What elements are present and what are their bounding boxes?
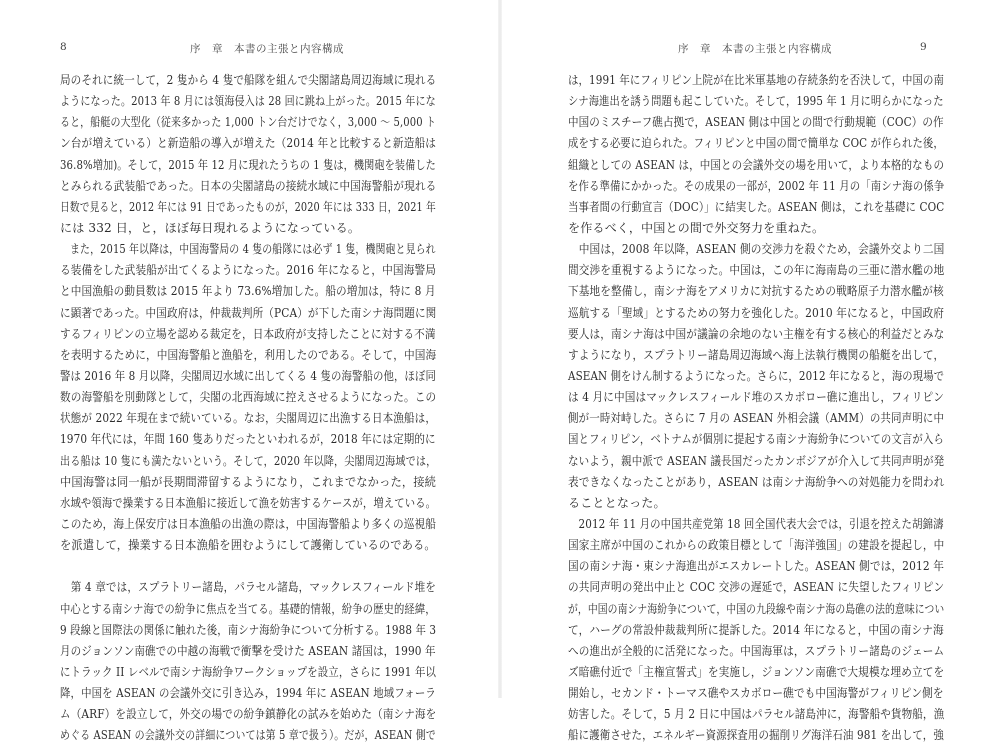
text-line: 国家主席が中国のこれからの政策目標として「海洋強国」の建設を提起し，中 (568, 538, 945, 553)
text-line: 表できなくなったことがあり，ASEAN は南シナ海紛争への対処能力を問われ (568, 474, 945, 489)
text-line: ると，船艇の大型化（従来多かった 1,000 トン台だけでなく，3,000 ～ 5,000 ト (60, 115, 437, 130)
text-line: めぐる ASEAN の会議外交の詳細については第 5 章で扱う）。だが，ASEAN 側で (60, 728, 436, 743)
text-line: とみられる武装船であった。日本の尖閣諸島の接続水域に中国海警船が現れる (60, 178, 437, 193)
text-line: 下基地を整備し，南シナ海をアメリカに対抗するための戦略原子力潜水艦が核 (568, 284, 944, 299)
text-line: 国とフィリピン，ベトナムが個別に提起する南シナ海紛争についての文言が入ら (568, 432, 944, 447)
text-line: ないよう，親中派で ASEAN 議長国だったカンボジアが介入して共同声明が発 (568, 453, 945, 468)
text-line: 組織としての ASEAN は，中国との会議外交の場を用いて，より本格的なもの (568, 157, 945, 172)
text-line: への進出が全般的に活発になった。中国海軍は，スプラトリー諸島のジェーム (568, 643, 945, 658)
right-page (500, 0, 1000, 743)
text-line: が，中国の南シナ海紛争について，中国の九段線や南シナ海の島礁の法的意味につい (568, 601, 945, 616)
text-line: すようになり，スプラトリー諸島周辺海域へ海上法執行機関の船艇を出して， (568, 347, 945, 362)
text-line: と中国漁船の動員数は 2015 年より 73.6%増加した。船の増加は，特に 8 月 (60, 284, 436, 299)
text-line: にトラック II レベルで南シナ海紛争ワークショップを設立，さらに 1991 年以 (60, 664, 437, 679)
text-line: 局のそれに統一して，2 隻から 4 隻で船隊を組んで尖閣諸島周辺海域に現れる (60, 73, 437, 87)
text-line: また，2015 年以降は，中国海警局の 4 隻の船隊には必ず 1 隻，機関砲と見られ (60, 242, 436, 257)
text-line: 水域や領海で操業する日本漁船に接近して漁を妨害するケースが，増えている。 (60, 495, 437, 510)
text-line: 中国のミスチーフ礁占拠で，ASEAN 側は中国との間で行動規範（COC）の作 (568, 115, 944, 130)
text-line: 間交渉を重視するようになった。中国は，この年に海南島の三亜に潜水艦の地 (568, 263, 945, 278)
body-text (568, 70, 944, 747)
text-line: ズ暗礁付近で「主権宣誓式」を実施し，ジョンソン南礁で大規模な埋め立てを (568, 664, 945, 679)
text-line: 中国は，2008 年以降，ASEAN 側の交渉力を殺ぐため，会議外交より二国 (568, 242, 945, 257)
text-line: 中国海警は同一船が長期間滞留するようになり，これまでなかった，接続 (60, 474, 437, 489)
text-line: を作るべく，中国との間で外交努力を重ねた。 (568, 220, 825, 235)
text-line: は 4 月に中国はマックレスフィールド堆のスカボロー礁に進出し，フィリピン (568, 390, 944, 405)
text-line: 妨害した。そして，5 月 2 日に中国はパラセル諸島沖に，海警船や貨物船，漁 (568, 707, 945, 722)
text-line: を表明するために，中国海警船と漁船を，利用したのである。そして，中国海 (60, 347, 437, 362)
text-line: するフィリピンの立場を認める裁定を，日本政府が支持したことに対する不満 (60, 326, 436, 341)
text-line: の共同声明の発出中止と COC 交渉の遅延で，ASEAN に失望したフィリピン (568, 580, 945, 595)
text-line: ASEAN 側をけん制するようになった。さらに，2012 年になると，海の現場で (568, 368, 945, 383)
text-line: 成をする必要に迫られた。フィリピンと中国の間で簡単な COC が作られた後， (568, 136, 944, 151)
text-line: 月のジョンソン南礁での中越の海戦で衝撃を受けた ASEAN 諸国は，1990 年 (60, 643, 436, 658)
text-line: 第 4 章では，スプラトリー諸島，パラセル諸島，マックレスフィールド堆を (60, 580, 436, 595)
running-head: 序 章 本書の主張と内容構成 (190, 43, 344, 55)
text-line: を派遣して，操業する日本漁船を囲むようにして護衛しているのである。 (60, 538, 436, 553)
text-line: このため，海上保安庁は日本漁船の出漁の際は，中国海警船より多くの巡視船 (60, 516, 437, 531)
text-line: 国の南シナ海・東シナ海進出がエスカレートした。ASEAN 側では，2012 年 (568, 559, 944, 574)
text-line: 1970 年代には，年間 160 隻ありだったといわれるが，2018 年には定期的に (60, 432, 436, 447)
text-line: ようになった。2013 年 8 月には領海侵入は 28 回に跳ね上がった。2015 年にな (60, 94, 436, 109)
text-line: は，1991 年にフィリピン上院が在比米軍基地の存続条約を否決して，中国の南 (568, 73, 945, 87)
text-line: 2012 年 11 月の中国共産党第 18 回全国代表大会では，引退を控えた胡錦濤 (568, 516, 944, 531)
text-line: て，ハーグの常設仲裁裁判所に提訴した。2014 年になると，中国の南シナ海 (568, 622, 944, 637)
text-line: 中心とする南シナ海での紛争に焦点を当てる。基礎的情報，紛争の歴史的経緯， (60, 601, 436, 616)
text-line: ン台が増えている）と新造船の導入が増えた（2014 年と比較すると新造船は (60, 136, 437, 151)
running-head: 序 章 本書の主張と内容構成 (678, 43, 832, 55)
text-line: 9 段線と国際法の関係に触れた後，南シナ海紛争について分析する。1988 年 3 (60, 622, 437, 637)
text-line: 当事者間の行動宣言（DOC）」に結実した。ASEAN 側は，これを基礎に COC (568, 199, 945, 214)
text-line: 出る船は 10 隻にも満たないという。そして，2020 年以降，尖閣周辺海域では， (60, 453, 437, 468)
text-line: 状態が 2022 年現在まで続いている。なお，尖閣周辺に出漁する日本漁船は， (60, 411, 437, 426)
text-line: ることとなった。 (568, 495, 666, 510)
paragraph-break (60, 556, 436, 577)
text-line: 降，中国を ASEAN の会議外交に引き込み，1994 年に ASEAN 地域フォーラ (60, 686, 436, 701)
text-line: 要人は，南シナ海は中国が議論の余地のない主権を有する核心的利益だとみな (568, 326, 945, 341)
text-line: には 332 日，と，ほぼ毎日現れるようになっている。 (60, 220, 361, 235)
text-line: 日数で見ると，2012 年には 91 日であったものが，2020 年には 333 日，2021 年 (60, 199, 436, 214)
text-line: ム（ARF）を設立して，外交の場での紛争鎮静化の試みを始めた（南シナ海を (60, 707, 437, 722)
text-line: シナ海進出を誘う問題も起こしていた。そして，1995 年 1 月に明らかになった (568, 94, 944, 109)
body-text (60, 70, 436, 747)
text-line: に顕著であった。中国政府は，仲裁裁判所（PCA）が下した南シナ海問題に関 (60, 305, 437, 320)
text-line: 船に護衛させた，エネルギー資源探査用の掘削リグ海洋石油 981 を出して，強 (568, 728, 944, 743)
text-line: 警は 2016 年 8 月以降，尖閣周辺水域に出してくる 4 隻の海警船の他，ほぼ同 (60, 368, 437, 383)
text-line: 開始し，セカンド・トーマス礁やスカボロー礁でも中国海警がフィリピン側を (568, 686, 944, 701)
left-page (0, 0, 500, 743)
page-number: 9 (920, 41, 927, 53)
text-line: る装備をした武装船が出てくるようになった。2016 年になると，中国海警局 (60, 263, 437, 278)
text-line: を作る準備にかかった。その成果の一部が，2002 年 11 月の「南シナ海の係争 (568, 178, 945, 193)
page-number: 8 (60, 41, 67, 53)
text-line: 巡航する「聖域」とするための努力を強化した。2010 年になると，中国政府 (568, 305, 945, 320)
text-line: 36.8%増加)。そして，2015 年 12 月に現れたうちの 1 隻は，機関砲を装備した (60, 157, 436, 172)
text-line: 側が一時対峙した。さらに 7 月の ASEAN 外相会議（AMM）の共同声明に中 (568, 411, 945, 426)
text-line: 数の海警船を別動隊として，尖閣の北西海域に控えさせるようになった。この (60, 390, 437, 405)
